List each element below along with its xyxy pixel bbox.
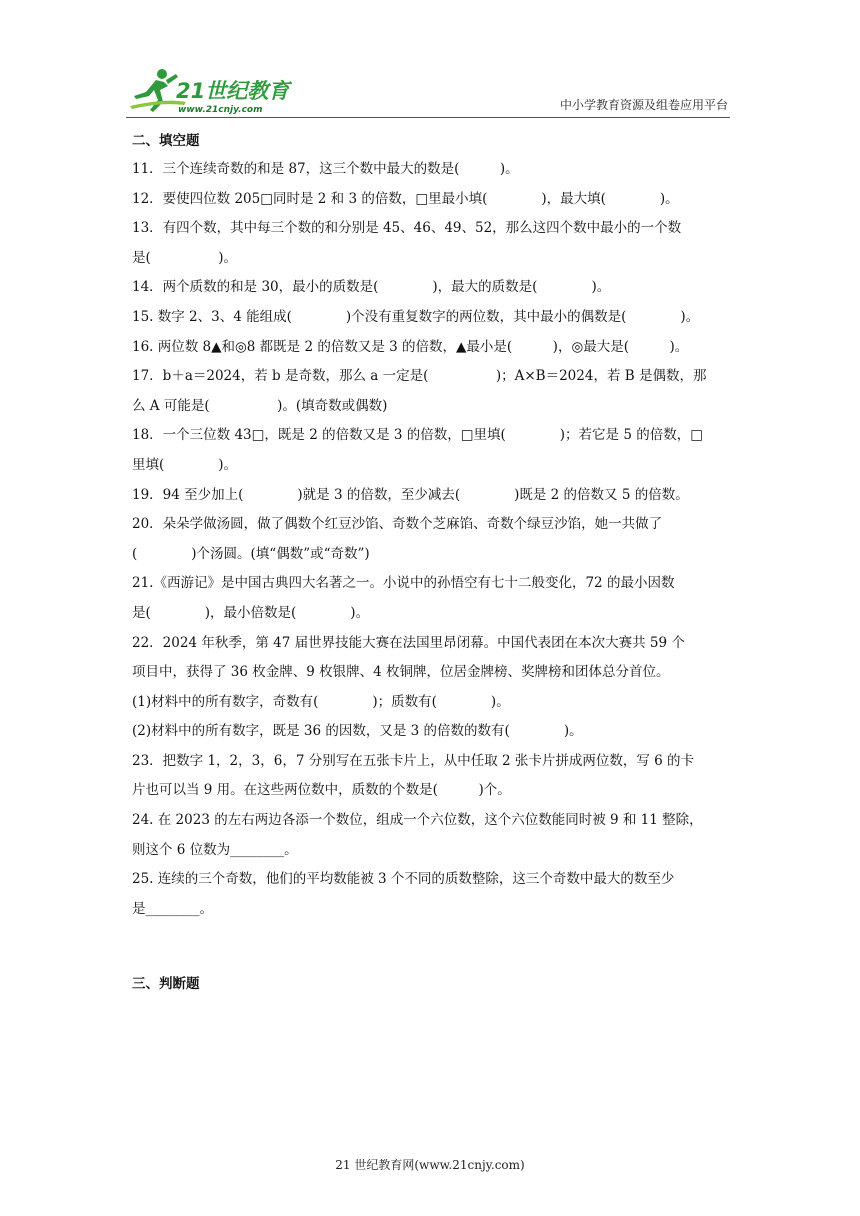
section-title-fill-blank: 二、填空题 [132, 133, 200, 149]
section-gap [132, 924, 730, 970]
text-line: 20．朵朵学做汤圆，做了偶数个红豆沙馅、奇数个芝麻馅、奇数个绿豆沙馅，她一共做了 [132, 516, 663, 533]
text-line: 是( )，最小倍数是( )。 [132, 604, 370, 621]
text-line: (2)材料中的所有数字，既是 36 的因数，又是 3 的倍数的数有( )。 [132, 723, 583, 740]
header-rule [126, 117, 730, 118]
text-line: 25. 连续的三个奇数，他们的平均数能被 3 个不同的质数整除，这三个奇数中最大的数至少 [132, 871, 675, 888]
page-header [0, 0, 860, 122]
text-line: 19．94 至少加上( )就是 3 的倍数，至少减去( )既是 2 的倍数又 5 的倍数。 [132, 486, 689, 503]
text-line: 23．把数字 1，2，3，6，7 分别写在五张卡片上，从中任取 2 张卡片拼成两位数，写 6 的卡 [132, 752, 695, 769]
text-line: 21.《西游记》是中国古典四大名著之一。小说中的孙悟空有七十二般变化，72 的最小因数 [132, 575, 675, 592]
text-line: 是________。 [132, 900, 213, 917]
platform-caption: 中小学教育资源及组卷应用平台 [559, 98, 728, 112]
text-line: 是( )。 [132, 249, 238, 266]
text-line: 里填( )。 [132, 456, 238, 473]
logo [126, 66, 296, 118]
text-line: 15. 数字 2、3、4 能组成( )个没有重复数字的两位数，其中最小的偶数是( )。 [132, 308, 700, 325]
text-line: 17．b＋a＝2024，若 b 是奇数，那么 a 一定是( )；A×B＝2024，若 B 是偶数，那 [132, 368, 707, 385]
text-line: 22．2024 年秋季，第 47 届世界技能大赛在法国里昂闭幕。中国代表团在本次大赛共 59 个 [132, 634, 685, 651]
text-line: 项目中，获得了 36 枚金牌、9 枚银牌、4 枚铜牌，位居金牌榜、奖牌榜和团体总分首位。 [132, 664, 670, 681]
text-line: 14．两个质数的和是 30，最小的质数是( )，最大的质数是( )。 [132, 279, 611, 296]
text-line: 则这个 6 位数为________。 [132, 841, 298, 858]
question-list [132, 155, 730, 924]
text-line: 24. 在 2023 的左右两边各添一个数位，组成一个六位数，这个六位数能同时被 9 和 11 整除， [132, 812, 703, 829]
section-title-judgment: 三、判断题 [132, 976, 200, 993]
text-line: 片也可以当 9 用。在这些两位数中，质数的个数是( )个。 [132, 782, 511, 799]
text-line: 11．三个连续奇数的和是 87，这三个数中最大的数是( )。 [132, 161, 519, 177]
document-body [132, 127, 730, 998]
text-line: ( )个汤圆。(填“偶数”或“奇数”) [132, 545, 370, 562]
text-line: 12．要使四位数 205□同时是 2 和 3 的倍数，□里最小填( )，最大填( )。 [132, 190, 679, 207]
logo-text: 21世纪教育 [176, 79, 290, 103]
text-line: 么 A 可能是( )。(填奇数或偶数) [132, 397, 388, 414]
text-line: 16. 两位数 8▲和◎8 都既是 2 的倍数又是 3 的倍数，▲最小是( )，◎最大是( )。 [132, 338, 689, 355]
text-line: 18．一个三位数 43□，既是 2 的倍数又是 3 的倍数，□里填( )；若它是 5 的倍数，□ [132, 427, 703, 444]
page-footer: 21 世纪教育网(www.21cnjy.com) [335, 1158, 525, 1172]
text-line: (1)材料中的所有数字，奇数有( )；质数有( )。 [132, 693, 510, 710]
logo-url: www.21cnjy.com [178, 105, 263, 115]
text-line: 13．有四个数，其中每三个数的和分别是 45、46、49、52，那么这四个数中最小的一个数 [132, 220, 682, 237]
